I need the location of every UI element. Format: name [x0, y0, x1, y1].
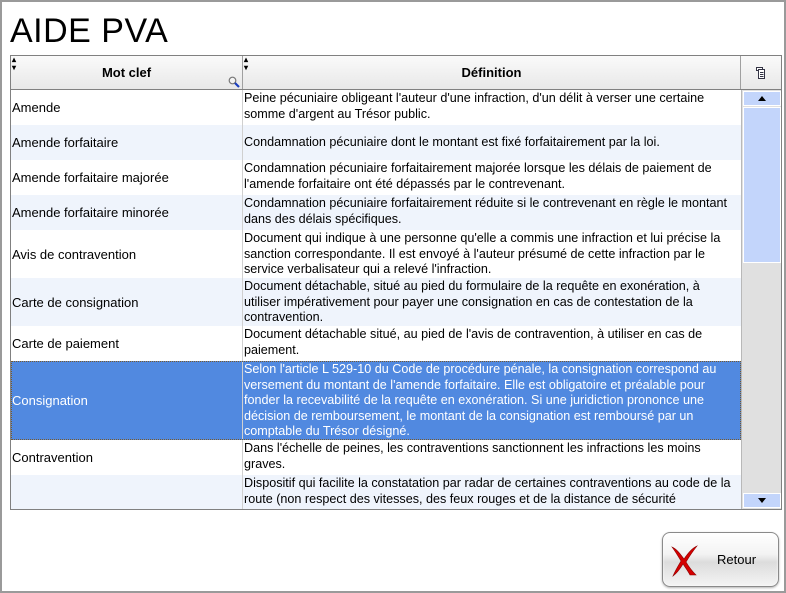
keyword-cell: Amende forfaitaire [11, 125, 243, 160]
table-row[interactable] [11, 475, 741, 510]
definition-cell: Selon l'article L 529-10 du Code de procédure pénale, la consignation correspond au versement du montant de l'amende forfaitaire. Elle est obligatoire et préalable pour fonder la recevabilité de la requête en exonération. Si une juridiction prononce une décision de remboursement, le montant de la consignation est remboursé par un comptable du Trésor désigné. [244, 362, 717, 438]
definition-cell: Peine pécuniaire obligeant l'auteur d'une infraction, d'un délit à verser une certaine somme d'argent au Trésor public. [244, 91, 705, 121]
column-header-label: Définition [461, 65, 522, 80]
keyword-cell: Contravention [11, 440, 243, 475]
resize-sort-icon[interactable]: ▴ ▾ [244, 55, 249, 72]
column-header-label: Mot clef [101, 65, 152, 80]
table-row[interactable] [11, 90, 741, 125]
table-row[interactable] [11, 195, 741, 230]
resize-sort-icon[interactable]: ▴ ▾ [12, 55, 17, 72]
table-row[interactable] [11, 125, 741, 160]
keyword-cell: Avis de contravention [11, 230, 243, 278]
definition-cell: Dispositif qui facilite la constatation par radar de certaines contraventions au code de la route (non respect des vitesses, des feux rouges et de la distance de sécurité [244, 476, 731, 506]
table-row[interactable] [11, 160, 741, 195]
column-menu-button[interactable] [741, 56, 781, 89]
table-row[interactable] [11, 440, 741, 475]
arrow-up-icon [758, 96, 766, 101]
glossary-table [10, 55, 782, 510]
column-header-keyword[interactable] [11, 56, 243, 89]
definition-cell: Condamnation pécuniaire forfaitairement réduite si le contrevenant en règle le montant dans des délais spécifiques. [244, 196, 728, 226]
scrollbar-thumb[interactable] [743, 107, 781, 263]
definition-cell: Condamnation pécuniaire dont le montant est fixé forfaitairement par la loi. [244, 135, 660, 150]
page-title: AIDE PVA [10, 12, 169, 50]
retour-label: Retour [717, 552, 757, 567]
keyword-cell [11, 475, 243, 510]
keyword-cell: Amende forfaitaire minorée [11, 195, 243, 230]
definition-cell: Document détachable, situé au pied du formulaire de la requête en exonération, à utiliser impérativement pour payer une consignation en cas de contestation de la contravention. [244, 279, 700, 324]
definition-cell: Document qui indique à une personne qu'elle a commis une infraction et lui précise la sanction correspondante. Il est envoyé à l'auteur présumé de cette infraction par le service verbalisateur qui a relevé l'infraction. [244, 231, 721, 276]
keyword-cell: Carte de consignation [11, 278, 243, 326]
scroll-up-button[interactable] [743, 91, 781, 106]
column-menu-icon [756, 67, 766, 79]
scroll-down-button[interactable] [743, 493, 781, 508]
keyword-cell: Amende [11, 90, 243, 125]
table-row[interactable] [11, 326, 741, 361]
table-row[interactable] [11, 230, 741, 278]
column-header-definition[interactable] [243, 56, 741, 89]
definition-cell: Document détachable situé, au pied de l'avis de contravention, à utiliser en cas de paiement. [244, 327, 703, 357]
arrow-down-icon [758, 498, 766, 503]
red-x-icon [669, 543, 699, 577]
table-row-selected[interactable] [11, 361, 741, 440]
keyword-cell: Amende forfaitaire majorée [11, 160, 243, 195]
retour-button[interactable] [662, 532, 779, 587]
table-header [11, 56, 781, 90]
vertical-scrollbar[interactable] [741, 90, 781, 509]
table-row[interactable] [11, 278, 741, 326]
search-icon[interactable] [228, 76, 240, 88]
keyword-cell: Consignation [11, 361, 243, 440]
keyword-cell: Carte de paiement [11, 326, 243, 361]
definition-cell: Condamnation pécuniaire forfaitairement majorée lorsque les délais de paiement de l'amende forfaitaire ont été dépassés par le contrevenant. [244, 161, 712, 191]
definition-cell: Dans l'échelle de peines, les contraventions sanctionnent les infractions les moins graves. [244, 441, 701, 471]
